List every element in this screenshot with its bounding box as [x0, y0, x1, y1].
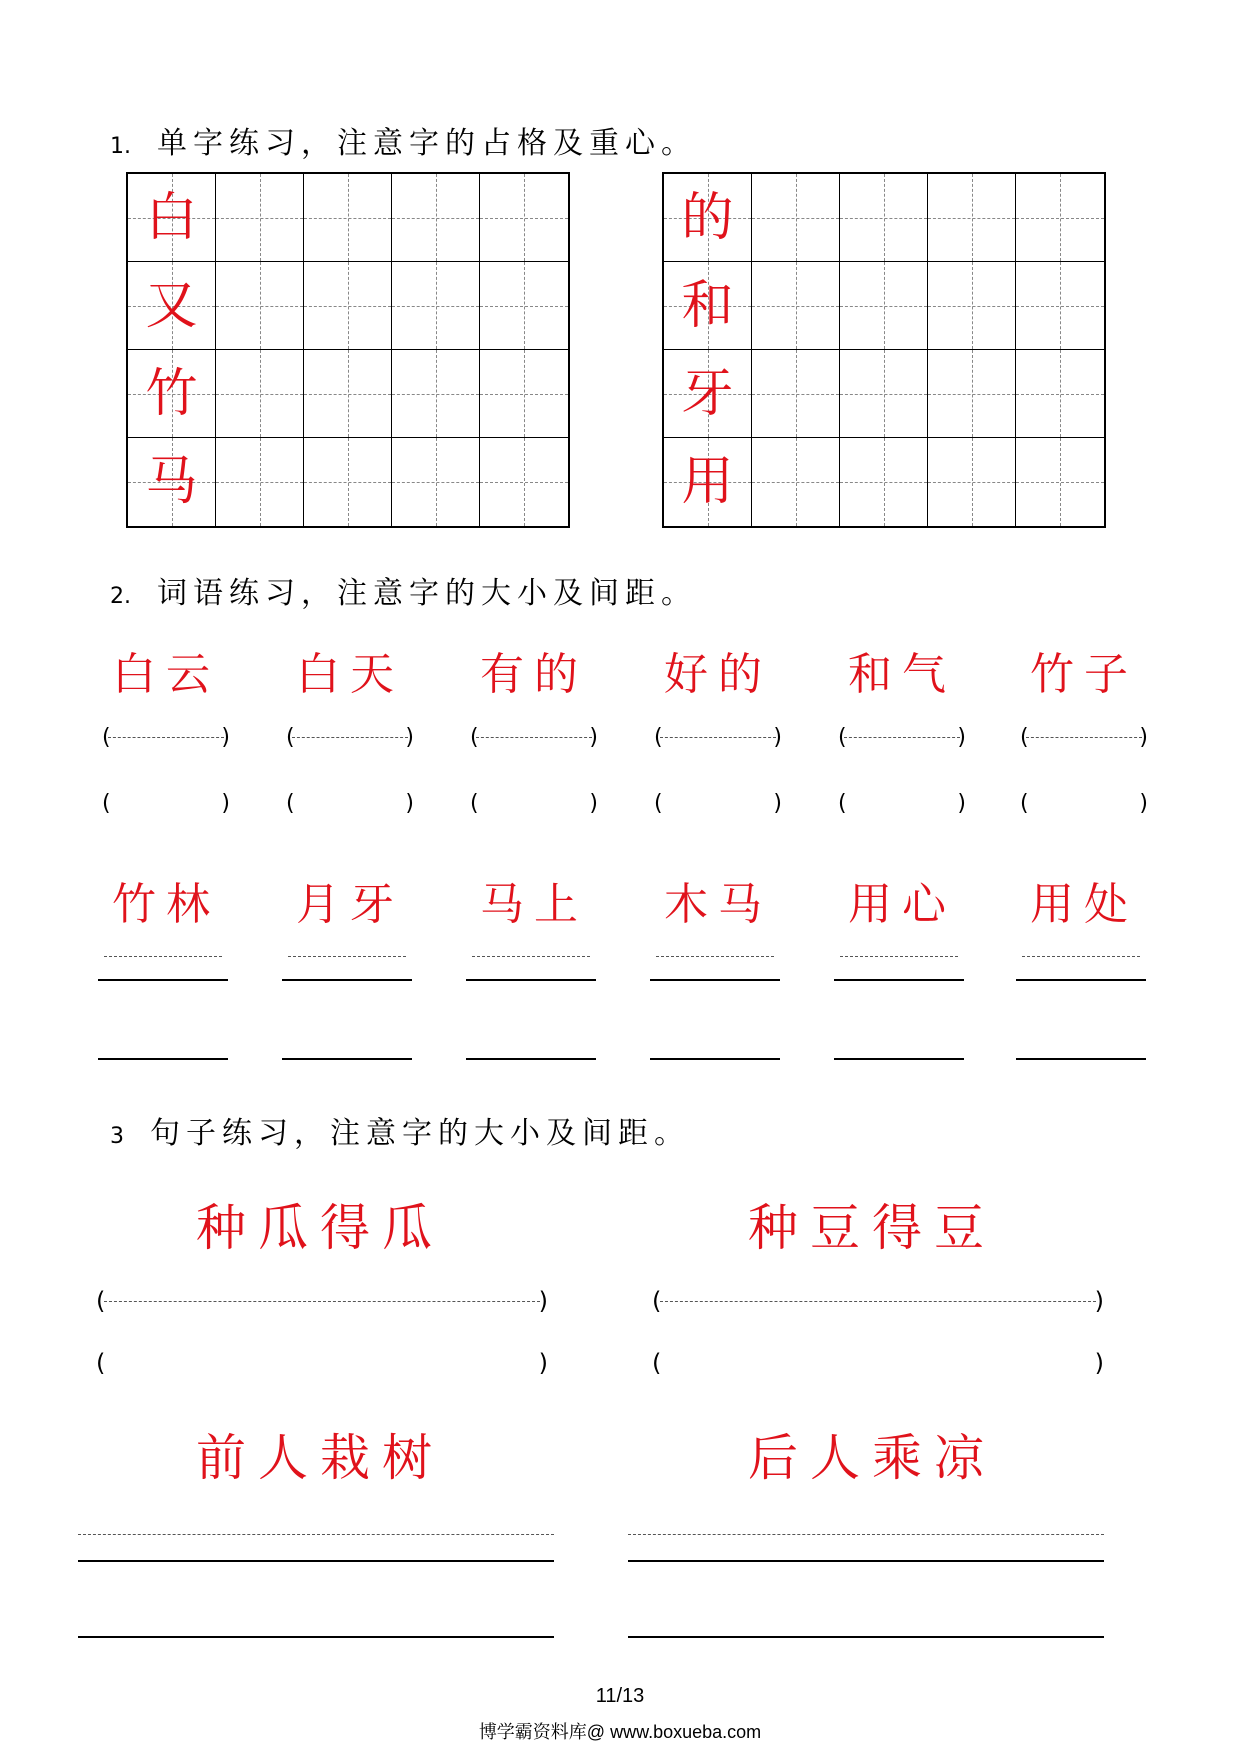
word-writing-line-2[interactable]	[650, 1058, 780, 1060]
word-practice-dashed[interactable]: ( )	[286, 724, 414, 750]
sentence-2-practice-blank[interactable]: ( )	[652, 1349, 1104, 1377]
word-practice-dashed[interactable]: ( )	[654, 724, 782, 750]
section-2-number: 2.	[110, 584, 131, 609]
section-3-title	[110, 1108, 690, 1152]
grid-cell[interactable]	[928, 438, 1016, 526]
grid-cell[interactable]	[216, 438, 304, 526]
grid-cell[interactable]	[752, 350, 840, 438]
word-writing-line[interactable]	[834, 956, 964, 981]
grid-cell[interactable]	[216, 350, 304, 438]
word-practice-blank[interactable]: ( )	[286, 790, 414, 816]
word-writing-line[interactable]	[650, 956, 780, 981]
word-writing-line[interactable]	[466, 956, 596, 981]
grid-cell[interactable]	[392, 262, 480, 350]
grid-cell[interactable]	[216, 174, 304, 262]
sentence-1-practice-dashed[interactable]: ( )	[96, 1287, 548, 1315]
word-model: 和气	[848, 649, 956, 700]
word-writing-line-2[interactable]	[282, 1058, 412, 1060]
section-2-title	[110, 568, 697, 612]
sentence-4-dashed-line	[628, 1534, 1104, 1535]
grid-cell[interactable]	[840, 262, 928, 350]
grid-cell[interactable]	[480, 350, 568, 438]
grid-cell[interactable]	[1016, 438, 1104, 526]
model-character: 和	[681, 275, 734, 336]
grid-cell[interactable]	[1016, 262, 1104, 350]
source-watermark: 博学霸资料库@ www.boxueba.com	[478, 1722, 762, 1742]
grid-cell[interactable]	[304, 438, 392, 526]
grid-cell	[664, 438, 752, 526]
model-character: 的	[681, 187, 734, 248]
sentence-3-writing-line[interactable]	[78, 1560, 554, 1562]
sentence-4: 后人乘凉	[748, 1429, 996, 1487]
section-1-heading: 单字练习，注意字的占格及重心。	[157, 126, 697, 161]
grid-cell[interactable]	[752, 174, 840, 262]
grid-cell[interactable]	[392, 174, 480, 262]
word-practice-blank[interactable]: ( )	[470, 790, 598, 816]
grid-cell[interactable]	[840, 350, 928, 438]
model-character: 牙	[681, 363, 734, 424]
grid-cell[interactable]	[752, 438, 840, 526]
sentence-3: 前人栽树	[196, 1429, 444, 1487]
model-character: 又	[145, 275, 198, 336]
grid-cell[interactable]	[304, 174, 392, 262]
grid-cell[interactable]	[304, 262, 392, 350]
sentence-3-writing-line-2[interactable]	[78, 1636, 554, 1638]
model-character: 竹	[145, 363, 198, 424]
writing-grid-right	[662, 172, 1106, 528]
grid-cell[interactable]	[1016, 350, 1104, 438]
word-writing-line[interactable]	[1016, 956, 1146, 981]
grid-cell[interactable]	[392, 350, 480, 438]
word-model: 月牙	[296, 879, 404, 930]
word-writing-line-2[interactable]	[98, 1058, 228, 1060]
section-3-heading: 句子练习，注意字的大小及间距。	[150, 1116, 690, 1151]
grid-cell	[128, 350, 216, 438]
word-writing-line[interactable]	[98, 956, 228, 981]
grid-cell[interactable]	[840, 174, 928, 262]
word-writing-line-2[interactable]	[1016, 1058, 1146, 1060]
word-practice-dashed[interactable]: ( )	[470, 724, 598, 750]
sentence-1-practice-blank[interactable]: ( )	[96, 1349, 548, 1377]
word-practice-blank[interactable]: ( )	[102, 790, 230, 816]
sentence-4-writing-line-2[interactable]	[628, 1636, 1104, 1638]
grid-cell[interactable]	[752, 262, 840, 350]
word-practice-dashed[interactable]: ( )	[1020, 724, 1148, 750]
sentence-2-practice-dashed[interactable]: ( )	[652, 1287, 1104, 1315]
word-model: 用处	[1030, 879, 1138, 930]
grid-cell[interactable]	[928, 174, 1016, 262]
grid-cell[interactable]	[216, 262, 304, 350]
sentence-3-dashed-line	[78, 1534, 554, 1535]
grid-cell[interactable]	[928, 350, 1016, 438]
grid-cell	[128, 438, 216, 526]
word-practice-blank[interactable]: ( )	[654, 790, 782, 816]
word-practice-blank[interactable]: ( )	[1020, 790, 1148, 816]
grid-cell[interactable]	[480, 174, 568, 262]
word-practice-blank[interactable]: ( )	[838, 790, 966, 816]
section-1-title	[110, 118, 697, 162]
sentence-4-writing-line[interactable]	[628, 1560, 1104, 1562]
grid-cell[interactable]	[928, 262, 1016, 350]
word-model: 有的	[480, 649, 588, 700]
grid-cell[interactable]	[1016, 174, 1104, 262]
grid-cell[interactable]	[840, 438, 928, 526]
grid-cell[interactable]	[480, 438, 568, 526]
word-model: 白天	[296, 649, 404, 700]
grid-cell	[128, 262, 216, 350]
word-writing-line-2[interactable]	[834, 1058, 964, 1060]
sentence-1: 种瓜得瓜	[196, 1199, 444, 1257]
grid-cell[interactable]	[480, 262, 568, 350]
model-character: 白	[145, 187, 198, 248]
word-practice-dashed[interactable]: ( )	[102, 724, 230, 750]
word-practice-dashed[interactable]: ( )	[838, 724, 966, 750]
section-3-number: 3	[110, 1124, 124, 1149]
grid-cell	[664, 350, 752, 438]
word-model: 竹林	[112, 879, 220, 930]
grid-cell[interactable]	[304, 350, 392, 438]
page-number: 11/13	[595, 1685, 645, 1707]
model-character: 马	[145, 452, 198, 512]
word-model: 竹子	[1030, 649, 1138, 700]
grid-cell	[664, 174, 752, 262]
word-model: 好的	[664, 649, 772, 700]
word-writing-line-2[interactable]	[466, 1058, 596, 1060]
writing-grid-left	[126, 172, 570, 528]
sentence-2: 种豆得豆	[748, 1199, 996, 1257]
section-1-number: 1.	[110, 134, 131, 159]
word-model: 木马	[664, 879, 772, 930]
word-model: 用心	[848, 879, 956, 930]
model-character: 用	[681, 452, 734, 512]
grid-cell	[128, 174, 216, 262]
section-2-heading: 词语练习，注意字的大小及间距。	[157, 576, 697, 611]
grid-cell	[664, 262, 752, 350]
grid-cell[interactable]	[392, 438, 480, 526]
word-writing-line[interactable]	[282, 956, 412, 981]
word-model: 白云	[112, 649, 220, 700]
word-model: 马上	[480, 879, 588, 930]
